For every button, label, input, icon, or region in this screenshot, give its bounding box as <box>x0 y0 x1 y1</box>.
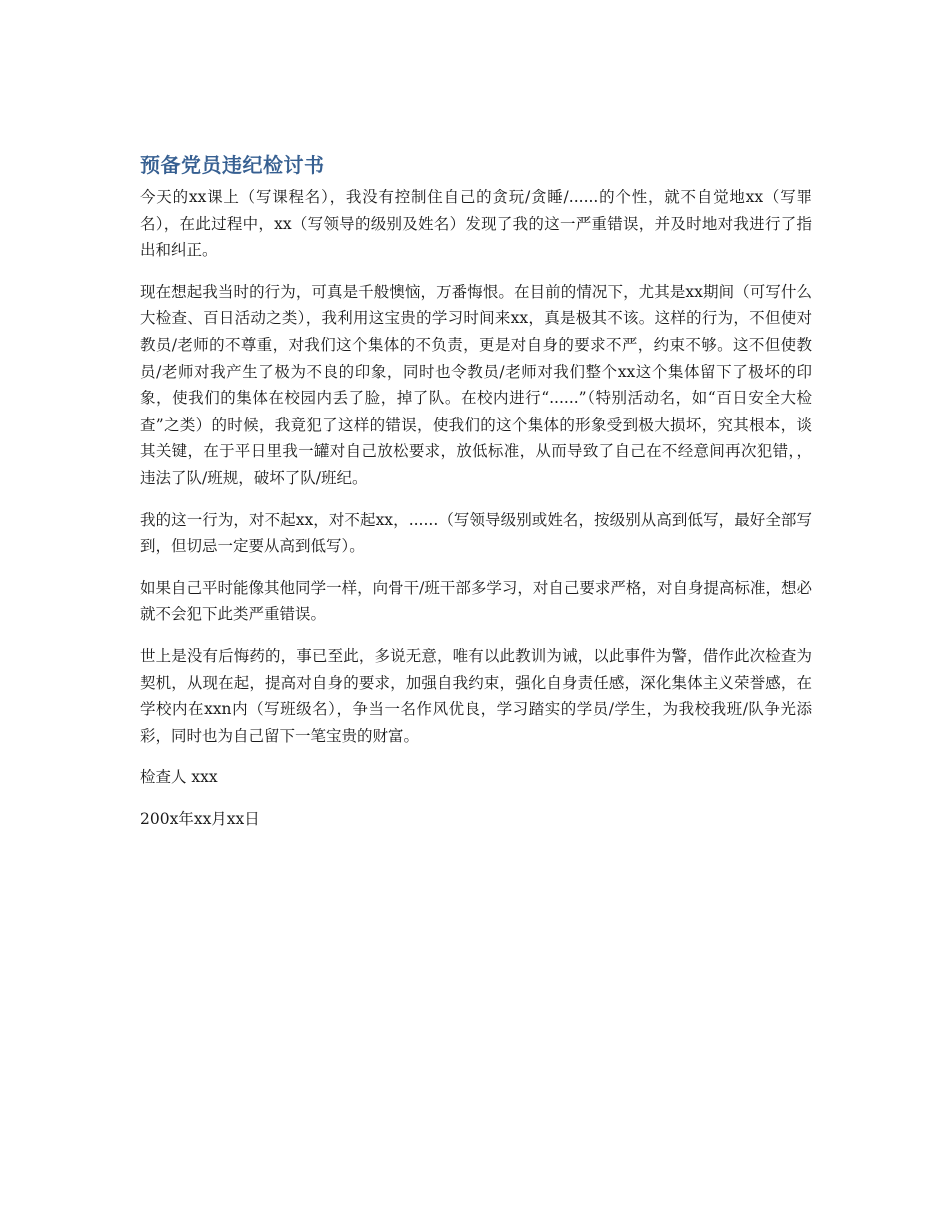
document-page <box>140 150 812 847</box>
paragraph-3: 我的这一行为，对不起xx，对不起xx，......（写领导级别或姓名，按级别从高到低写，最好全部写到，但切忌一定要从高到低写）。 <box>140 510 812 556</box>
paragraph-5: 世上是没有后悔药的，事已至此，多说无意，唯有以此教训为诫，以此事件为警，借作此次检查为契机，从现在起，提高对自身的要求，加强自我约束，强化自身责任感，深化集体主义荣誉感，在学校内在xxn内（写班级名），争当一名作风优良，学习踏实的学员/学生，为我校我班/队争光添彩，同时也为自己留下一笔宝贵的财富。 <box>140 646 812 745</box>
paragraph-1: 今天的xx课上（写课程名），我没有控制住自己的贪玩/贪睡/......的个性，就不自觉地xx（写罪名），在此过程中，xx（写领导的级别及姓名）发现了我的这一严重错误，并及时地对我进行了指出和纠正。 <box>140 188 812 260</box>
signature: 检查人 xxx <box>140 768 218 787</box>
paragraph-4: 如果自己平时能像其他同学一样，向骨干/班干部多学习，对自己要求严格，对自身提高标准，想必就不会犯下此类严重错误。 <box>140 578 812 624</box>
paragraph-2: 现在想起我当时的行为，可真是千般懊恼，万番悔恨。在目前的情况下，尤其是xx期间（可写什么大检查、百日活动之类），我利用这宝贵的学习时间来xx，真是极其不该。这样的行为，不但使对教员/老师的不尊重，对我们这个集体的不负责，更是对自身的要求不严，约束不够。这不但使教员/老师对我产生了极为不良的印象，同时也令教员/老师对我们整个xx这个集体留下了极坏的印象，使我们的集体在校园内丢了脸，掉了队。在校内进行“......”（特别活动名，如“百日安全大检查”之类）的时候，我竟犯了这样的错误，使我们的这个集体的形象受到极大损坏，究其根本，谈其关键，在于平日里我一罐对自己放松要求，放低标准，从而导致了自己在不经意间再次犯错，，违法了队/班规，破坏了队/班纪。 <box>140 282 812 487</box>
document-title: 预备党员违纪检讨书 <box>140 153 325 177</box>
date: 200x年xx月xx日 <box>140 809 260 828</box>
